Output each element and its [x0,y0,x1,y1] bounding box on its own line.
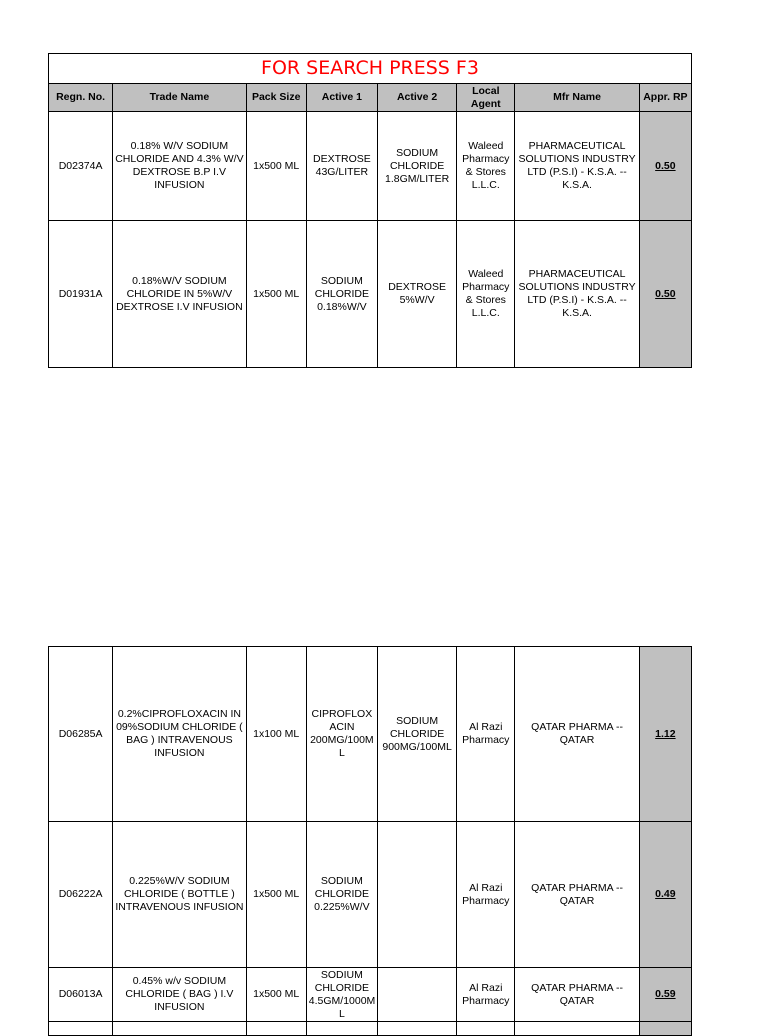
header-local-agent: Local Agent [457,84,515,112]
drug-price-table-bottom [48,646,692,1036]
cell-local-agent: Waleed Pharmacy & Stores L.L.C. [457,112,515,221]
header-active-1: Active 1 [306,84,377,112]
cell-appr-rp-link[interactable]: 0.49 [639,822,691,968]
table-row [49,112,692,221]
cell-appr-rp-link[interactable]: 1.12 [639,647,691,822]
cell-active-1: DEXTROSE 43G/LITER [306,112,377,221]
cell-mfr-name: PHARMACEUTICAL SOLUTIONS INDUSTRY LTD (P.S.I) - K.S.A. -- K.S.A. [515,112,639,221]
cell-pack-size: 1x500 ML [246,968,306,1022]
cell-active-1: SODIUM CHLORIDE 0.225%W/V [306,822,377,968]
header-appr-rp: Appr. RP [639,84,691,112]
cell-pack-size: 1x100 ML [246,647,306,822]
cell-mfr-name: QATAR PHARMA -- QATAR [515,647,639,822]
cell-mfr-name: PHARMACEUTICAL SOLUTIONS INDUSTRY LTD (P.S.I) - K.S.A. -- K.S.A. [515,221,639,368]
search-banner: FOR SEARCH PRESS F3 [49,54,692,84]
cell-trade-name: 0.18%W/V SODIUM CHLORIDE IN 5%W/V DEXTROSE I.V INFUSION [113,221,246,368]
cell-local-agent: Waleed Pharmacy & Stores L.L.C. [457,221,515,368]
header-mfr-name: Mfr Name [515,84,639,112]
cell-active-2: DEXTROSE 5%W/V [377,221,456,368]
cell-active-1: SODIUM CHLORIDE 0.18%W/V [306,221,377,368]
cell-active-2: SODIUM CHLORIDE 900MG/100ML [377,647,456,822]
table-row [49,822,692,968]
table-row [49,221,692,368]
cell-appr-rp-link[interactable]: 0.50 [639,221,691,368]
cell-active-2 [377,968,456,1022]
cell-mfr-name: QATAR PHARMA -- QATAR [515,968,639,1022]
cell-trade-name: 0.45% w/v SODIUM CHLORIDE ( BAG ) I.V INFUSION [113,968,246,1022]
header-regn-no: Regn. No. [49,84,113,112]
cell-trade-name: 0.225%W/V SODIUM CHLORIDE ( BOTTLE ) INTRAVENOUS INFUSION [113,822,246,968]
cell-pack-size: 1x500 ML [246,112,306,221]
cell-pack-size: 1x500 ML [246,822,306,968]
cell-regn-no: D02374A [49,112,113,221]
table-row [49,647,692,822]
cell-active-2 [377,822,456,968]
drug-price-table-top [48,53,692,368]
cell-local-agent: Al Razi Pharmacy [457,968,515,1022]
cell-regn-no: D06222A [49,822,113,968]
cell-appr-rp-link[interactable]: 0.50 [639,112,691,221]
cell-trade-name: 0.2%CIPROFLOXACIN IN 09%SODIUM CHLORIDE ( BAG ) INTRAVENOUS INFUSION [113,647,246,822]
cell-regn-no: D06013A [49,968,113,1022]
header-trade-name: Trade Name [113,84,246,112]
cell-active-2: SODIUM CHLORIDE 1.8GM/LITER [377,112,456,221]
header-row [49,84,692,112]
cell-appr-rp-link[interactable]: 0.59 [639,968,691,1022]
table-row [49,968,692,1022]
cell-local-agent: Al Razi Pharmacy [457,822,515,968]
cell-trade-name: 0.18% W/V SODIUM CHLORIDE AND 4.3% W/V DEXTROSE B.P I.V INFUSION [113,112,246,221]
cell-local-agent: Al Razi Pharmacy [457,647,515,822]
header-pack-size: Pack Size [246,84,306,112]
cell-mfr-name: QATAR PHARMA -- QATAR [515,822,639,968]
header-active-2: Active 2 [377,84,456,112]
cell-regn-no: D01931A [49,221,113,368]
cell-pack-size: 1x500 ML [246,221,306,368]
cell-active-1: CIPROFLOX ACIN 200MG/100M L [306,647,377,822]
cell-active-1: SODIUM CHLORIDE 4.5GM/1000M L [306,968,377,1022]
cell-regn-no: D06285A [49,647,113,822]
